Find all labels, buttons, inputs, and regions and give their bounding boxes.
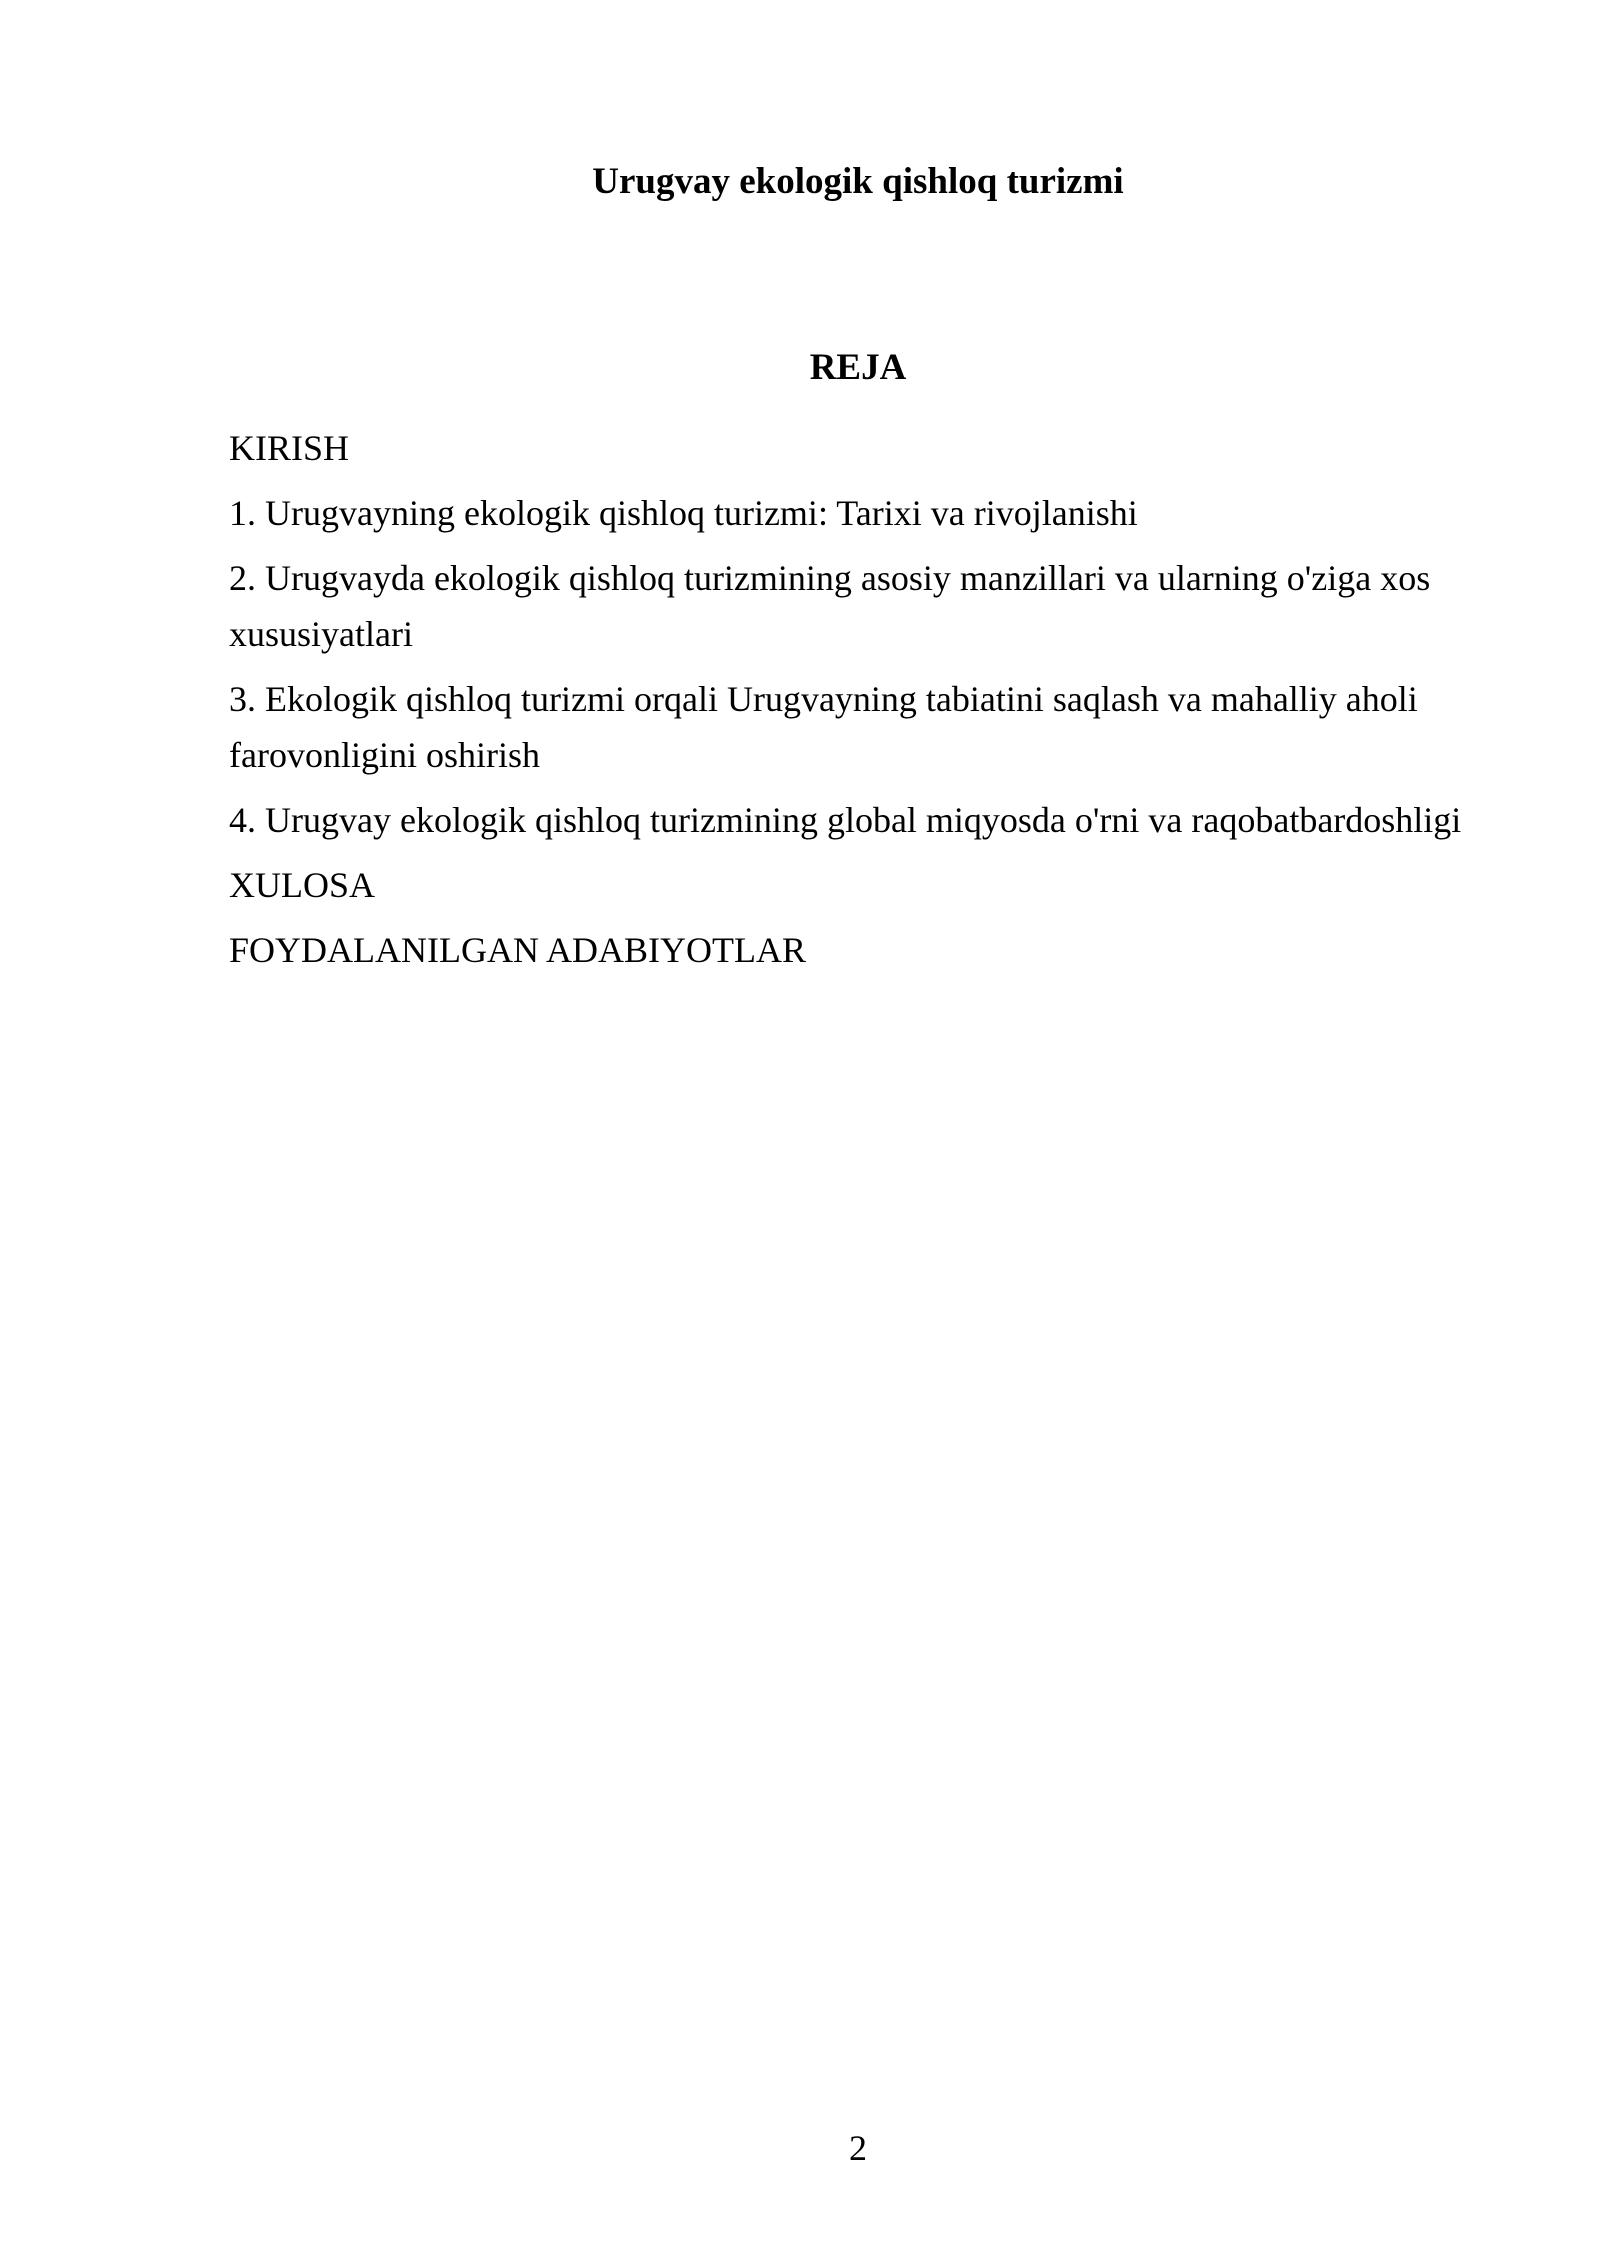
- plan-item-conclusion: XULOSA: [229, 865, 376, 905]
- document-title: Urugvay ekologik qishloq turizmi: [592, 161, 1124, 202]
- plan-item-3: 3. Ekologik qishloq turizmi orqali Urugvayning tabiatini saqlash va mahalliy aholi farovonligini oshirish: [229, 679, 1418, 775]
- plan-item-references: FOYDALANILGAN ADABIYOTLAR: [229, 930, 806, 970]
- plan-heading: REJA: [809, 347, 907, 388]
- plan-item-1: 1. Urugvayning ekologik qishloq turizmi: Tarixi va rivojlanishi: [229, 493, 1138, 533]
- plan-item-4: 4. Urugvay ekologik qishloq turizmining global miqyosda o'rni va raqobatbardoshligi: [229, 800, 1462, 840]
- plan-item-2: 2. Urugvayda ekologik qishloq turizmining asosiy manzillari va ularning o'ziga xos xususiyatlari: [229, 558, 1431, 654]
- plan-item-introduction: KIRISH: [229, 428, 350, 468]
- plan-list: [229, 420, 1529, 987]
- page-number: 2: [849, 2128, 867, 2168]
